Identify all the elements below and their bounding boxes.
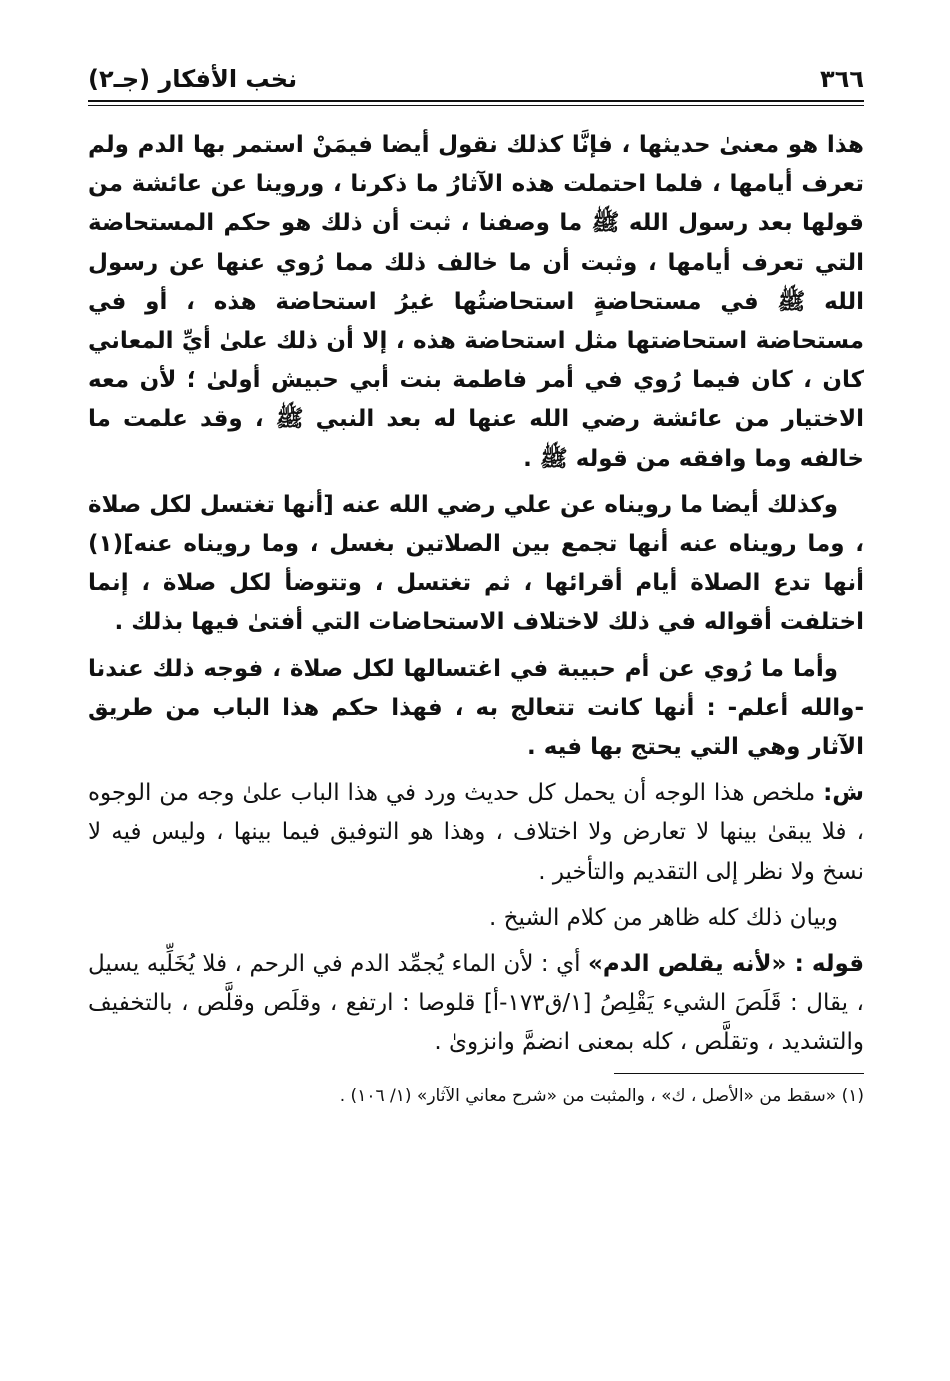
paragraph-6-text: أي : لأن الماء يُجمِّد الدم في الرحم ، فلا يُخَلِّيه يسيل ، يقال : قَلَصَ الشيء يَقْلِصُ [١/ق١٧٣-أ] قلوصا : ارتفع ، وقلَص وقلَّص ، بالتخفيف والتشديد ، وتقلَّص ، كله بمعنى انضمَّ وانزوىٰ . (88, 951, 864, 1056)
paragraph-2: وكذلك أيضا ما رويناه عن علي رضي الله عنه [أنها تغتسل لكل صلاة ، وما رويناه عنه أنها تجمع بين الصلاتين بغسل ، وما رويناه عنه](١) أنها تدع الصلاة أيام أقرائها ، ثم تغتسل ، وتتوضأ لكل صلاة ، إنما اختلفت أقواله في ذلك لاختلاف الاستحاضات التي أفتىٰ فيها بذلك . (88, 491, 864, 636)
paragraph-5: وبيان ذلك كله ظاهر من كلام الشيخ . (489, 904, 838, 931)
commentary-marker: ش: (823, 780, 864, 807)
quoted-phrase: قوله : «لأنه يقلص الدم» (588, 951, 865, 978)
book-page (88, 50, 864, 1110)
page-number: ٣٦٦ (820, 65, 864, 93)
paragraph-3: وأما ما رُوي عن أم حبيبة في اغتسالها لكل صلاة ، فوجه ذلك عندنا -والله أعلم- : أنها كانت تتعالج به ، فهذا حكم هذا الباب من طريق الآثار وهي التي يحتج بها فيه . (88, 655, 864, 761)
paragraph-6 (88, 945, 864, 1063)
main-text (88, 126, 864, 1063)
book-title: نخب الأفكار (جـ٢) (88, 65, 298, 93)
header-rule (88, 100, 864, 102)
paragraph-1: هذا هو معنىٰ حديثها ، فإنَّا كذلك نقول أيضا فيمَنْ استمر بها الدم ولم تعرف أيامها ، فلما احتملت هذه الآثارُ ما ذكرنا ، وروينا عن عائشة من قولها بعد رسول الله ﷺ ما وصفنا ، ثبت أن ذلك هو حكم المستحاضة التي تعرف أيامها ، وثبت أن ما خالف ذلك مما رُوي عنها عن رسول الله ﷺ في مستحاضةٍ استحاضتُها غيرُ استحاضة هذه ، أو في مستحاضة استحاضتها مثل استحاضة هذه ، إلا أن ذلك علىٰ أيِّ المعاني كان ، كان فيما رُوي في أمر فاطمة بنت أبي حبيش أولىٰ ؛ لأن معه الاختيار من عائشة رضي الله عنها له بعد النبي ﷺ ، وقد علمت ما خالفه وما وافقه من قوله ﷺ . (88, 132, 864, 472)
paragraph-4-text: ملخص هذا الوجه أن يحمل كل حديث ورد في هذا الباب علىٰ وجه من الوجوه ، فلا يبقىٰ بينها لا تعارض ولا اختلاف ، وهذا هو التوفيق فيما بينها ، وليس فيه لا نسخ ولا نظر إلى التقديم والتأخير . (88, 780, 864, 885)
footnote: (١) «سقط من «الأصل ، ك» ، والمثبت من «شرح معاني الآثار» (١/ ١٠٦) . (339, 1085, 864, 1106)
running-head (88, 50, 864, 94)
footnote-rule (614, 1073, 864, 1074)
header-rule-thin (88, 105, 864, 106)
paragraph-4 (88, 774, 864, 892)
